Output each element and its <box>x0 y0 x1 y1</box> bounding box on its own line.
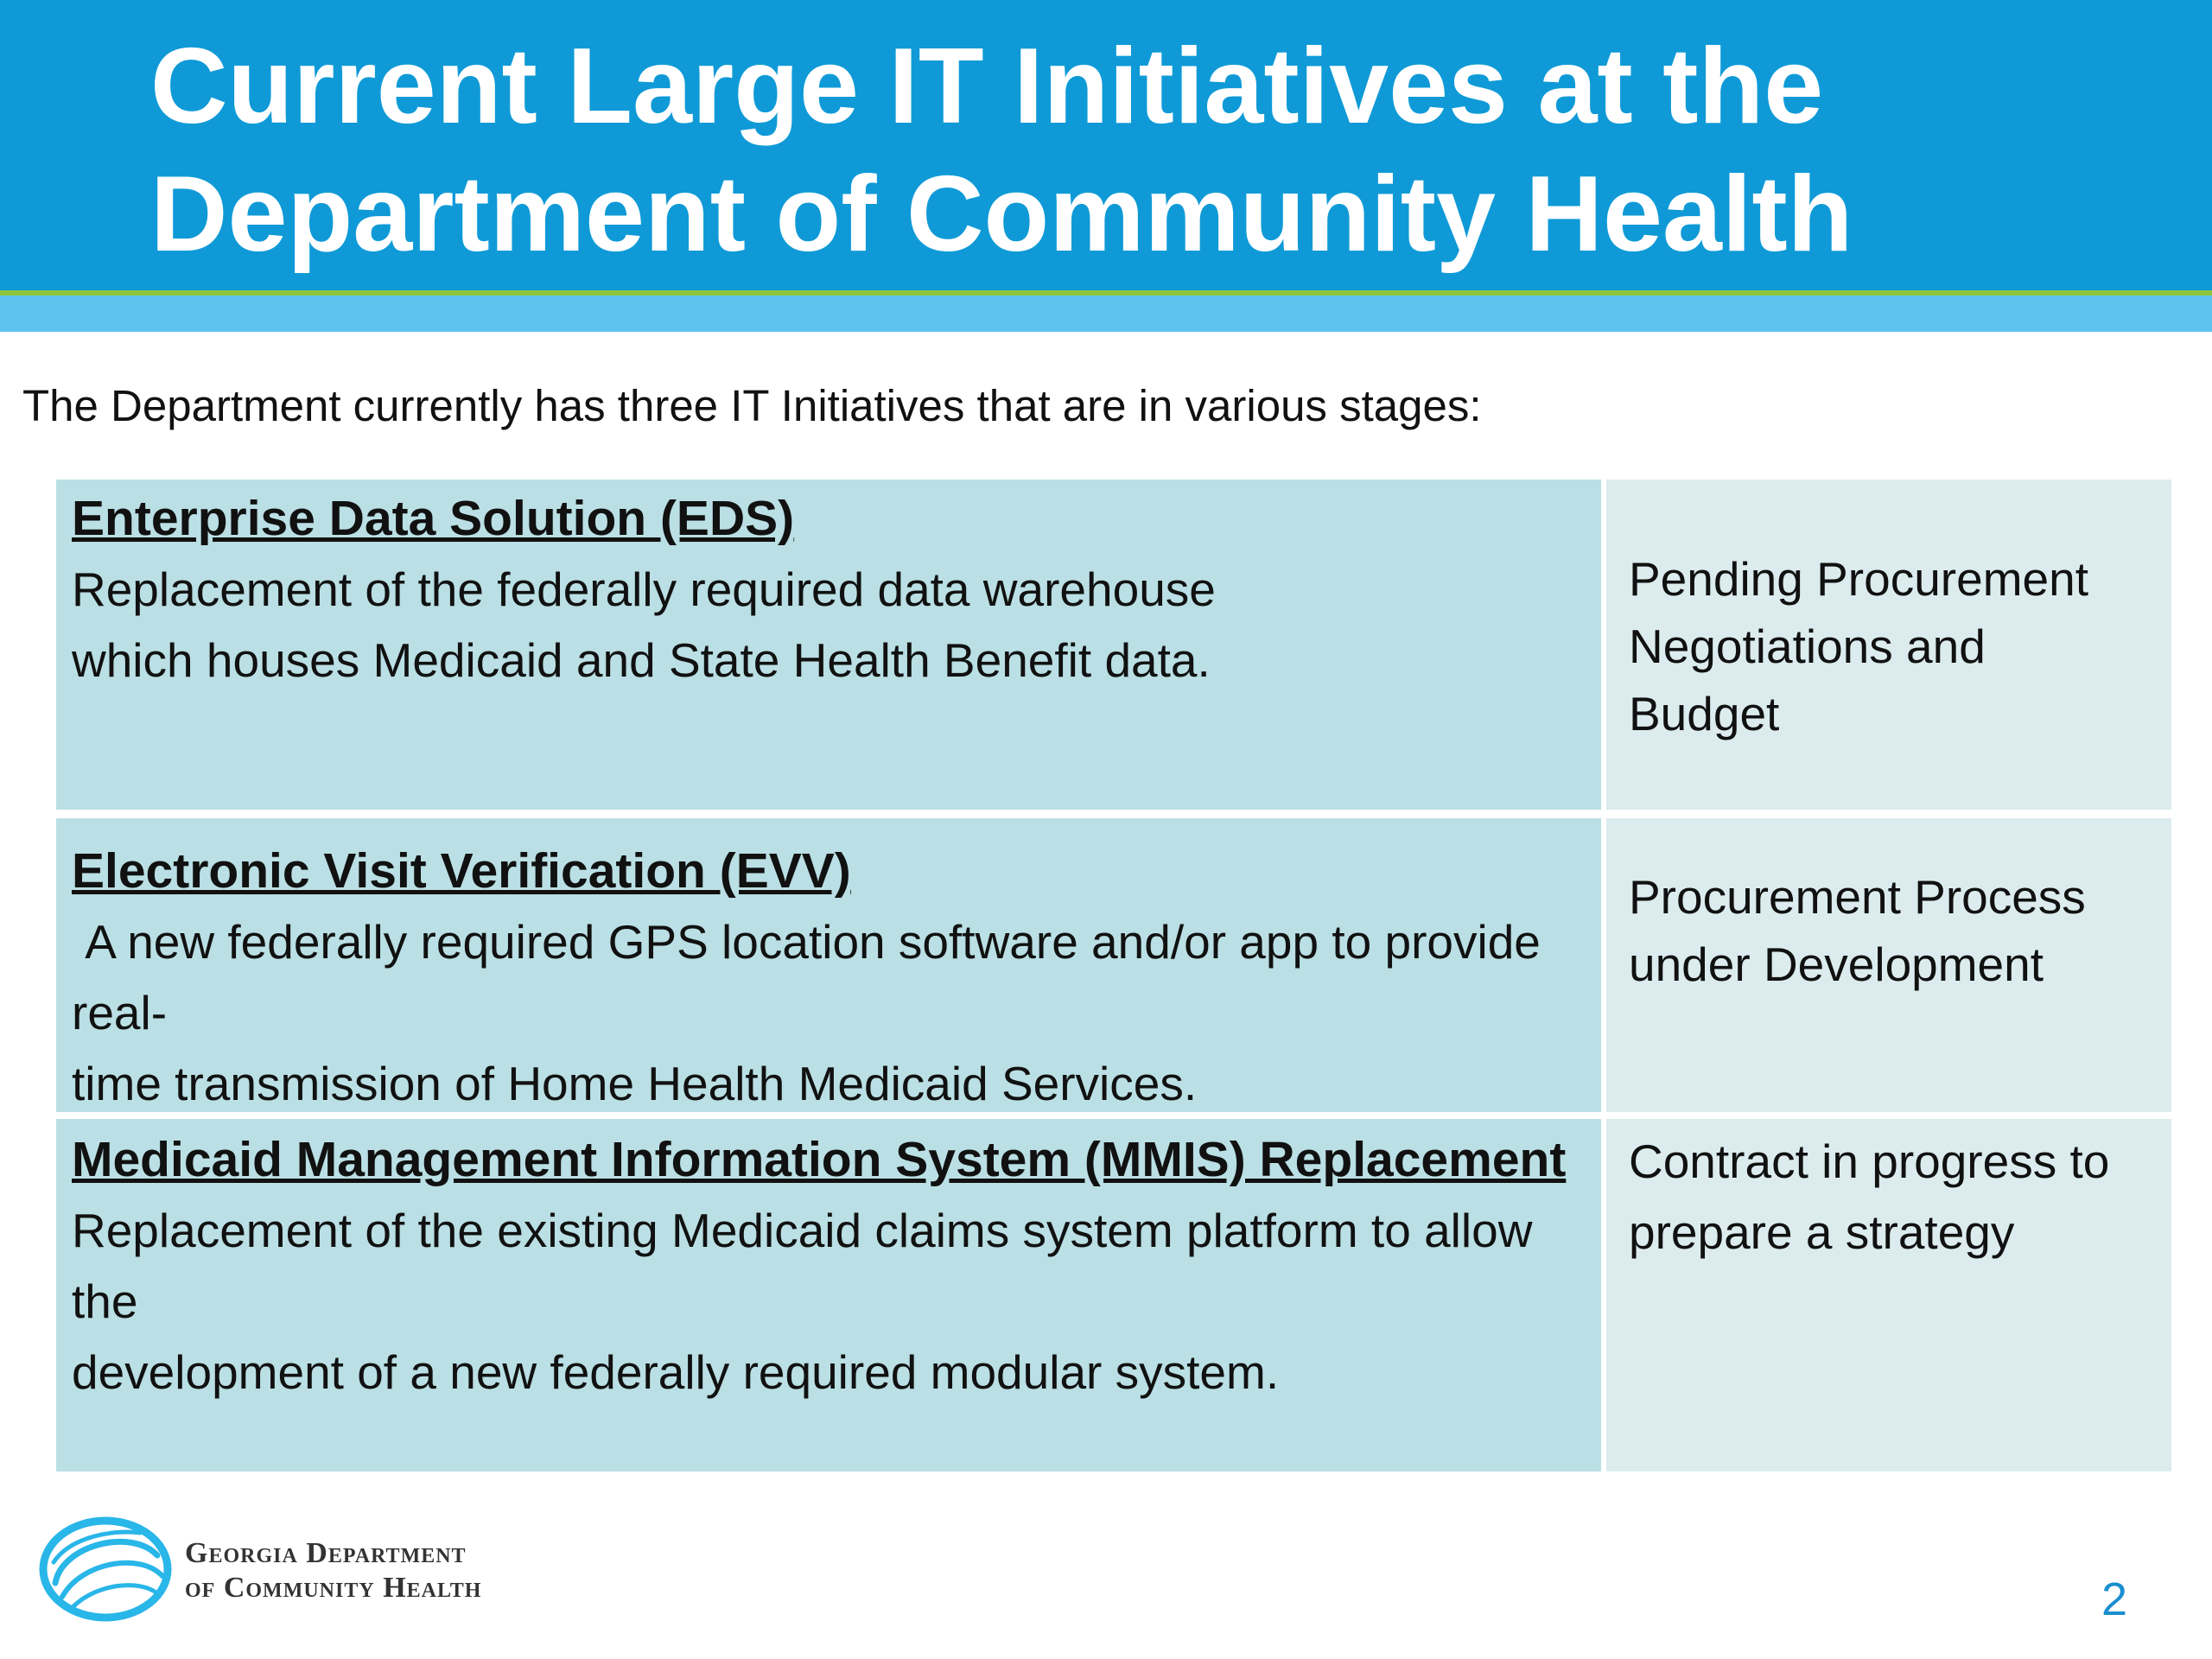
page-number: 2 <box>2101 1573 2128 1625</box>
initiative-title: Enterprise Data Solution (EDS) <box>72 491 795 546</box>
status-cell-mmis <box>1606 1119 2171 1471</box>
status-cell-eds <box>1606 480 2171 810</box>
slide-title-line-2: Department of Community Health <box>150 155 1853 274</box>
initiative-status: Pending Procurement Negotiations and Budget <box>1629 552 2088 741</box>
dch-logo-icon <box>36 1510 175 1624</box>
accent-band <box>0 296 2212 332</box>
initiative-description: Replacement of the federally required data warehouse which houses Medicaid and State Health Benefit data. <box>72 563 1216 687</box>
initiative-description: A new federally required GPS location software and/or app to provide real- time transmission of Home Health Medicaid Services. <box>72 915 1541 1110</box>
organization-name-line-2: of Community Health <box>185 1572 482 1604</box>
slide-title <box>150 22 2138 278</box>
initiative-description: Replacement of the existing Medicaid claims system platform to allow the development of a new federally required modular system. <box>72 1204 1533 1399</box>
organization-name-line-1: Georgia Department <box>185 1537 467 1569</box>
status-cell-evv <box>1606 818 2171 1112</box>
initiative-title: Medicaid Management Information System (MMIS) Replacement <box>72 1132 1567 1187</box>
organization-name <box>185 1536 481 1605</box>
initiative-cell-evv <box>56 818 1601 1112</box>
initiative-cell-mmis <box>56 1119 1601 1471</box>
slide-title-line-1: Current Large IT Initiatives at the <box>150 27 1824 146</box>
intro-text: The Department currently has three IT Initiatives that are in various stages: <box>22 381 1482 430</box>
initiative-cell-eds <box>56 480 1601 810</box>
initiative-status: Procurement Process under Development <box>1629 870 2086 991</box>
initiative-status: Contract in progress to prepare a strategy <box>1629 1135 2110 1259</box>
initiative-title: Electronic Visit Verification (EVV) <box>72 843 851 899</box>
initiatives-table <box>56 480 2171 1471</box>
